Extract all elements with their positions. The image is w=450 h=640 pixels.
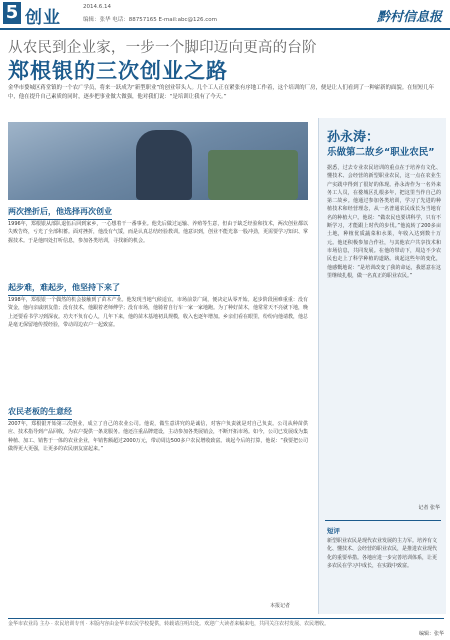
section-name: 创业 — [25, 8, 61, 28]
editor-contact: 编辑：张华 电话：88757165 E-mail:abc@126.com — [83, 17, 217, 23]
issue-date: 2014.6.14 — [83, 4, 111, 10]
article-subhead: 从农民到企业家，一步一个脚印迈向更高的台阶 — [8, 40, 317, 56]
masthead — [0, 0, 450, 30]
photo-plants — [208, 150, 298, 200]
sidebar-body: 据悉，过去专业农民培训的重点在于培养有文化、懂技术、会经营的新型职业农民，这一点在农业生产实践中得到了很好的体现。孙永涛作为一名外来务工人员，在婺城区扎根多年，把这里当作自己的第二故乡。他通过参加各类培训，学习了先进的种植技术和经营理念，从一名普通农民成长为当地有名的种植大户。他说：“做农民也要讲科学，只有不断学习，才能跟上时代的步伐。”他流转了200多亩土地，种植优质蔬菜和水果，年收入达到数十万元。他还积极参加合作社，与其他农户共享技术和市场信息，共同发展。在他的带动下，周边不少农民也走上了科学种植的道路。谈起这些年的变化，他感慨地说：“是培训改变了我的命运，我愿意在这里继续扎根，做一名真正的职业农民。” — [327, 165, 441, 279]
section-1-body: 1996年，郑根银从部队退伍后回到家乡，一心想着干一番事业。他先后做过运输、养殖等生意，但由于缺乏经验和技术，两次创业都以失败告终，亏光了全部积蓄。面对挫折，他没有气馁，而是认真总结经验教训。他意识到，创业不能光靠一股冲劲，更需要学习知识、掌握技术。于是他四处打听信息，参加各类培训，寻找新的机会。 — [8, 221, 308, 244]
section-number: 5 — [3, 2, 21, 24]
article-photo — [8, 122, 308, 200]
sidebar-signature: 记者 张华 — [418, 505, 440, 511]
sidebar-subtitle: 乐做第二故乡“职业农民” — [327, 147, 435, 158]
section-1-title: 两次挫折后，他选择再次创业 — [8, 206, 112, 220]
article-signature: 本报记者 — [270, 603, 291, 609]
sidebar-title: 孙永涛： — [327, 130, 380, 145]
article-headline: 郑根银的三次创业之路 — [8, 59, 228, 83]
paper-name: 黔村信息报 — [376, 10, 442, 25]
article-lead: 金华市婺城区蒋堂镇的一个农广学员，将来一跃成为“新型职业”的创业带头人。几个工人正在紧张有序地工作着，这个培训的厂房，便是让人们看到了一种崭新的面貌。在短短几年中，他在提升自己素质的同时，逐步把事业做大做强，他对我们说：“是培训让我有了今天。” — [8, 85, 435, 100]
page-footer: 金华市农业局 主办 · 农民培训专刊 · 本版内容由金华市农民学校提供，转载请注明出处。欢迎广大读者来稿来电，共同关注农村发展、农民增收。 — [8, 618, 444, 629]
section-2-body: 1998年，郑根银一个偶然的机会接触到了苗木产业。他发现当地气候适宜，市场前景广阔，便决定从零开始。起步阶段困难重重：没有资金，他向亲戚朋友借；没有技术，他跟着老师傅学；没有市场，他骑着自行车一家一家地跑。为了种好苗木，他常常天不亮就下地，晚上还要看书学习到深夜。功夫不负有心人，几年下来，他的苗木基地初具规模，收入也逐年增加。乡亲们看在眼里，纷纷向他请教，他总是毫无保留地传授经验，带动周边农户一起致富。 — [8, 297, 308, 328]
sidebar-profile — [318, 118, 446, 614]
commentary-body: 新型职业农民是现代农业发展的主力军。培养有文化、懂技术、会经营的职业农民，是推进农业现代化的重要举措。各地应进一步完善培训体系，让更多农民在学习中成长，在实践中致富。 — [327, 538, 438, 569]
section-2-title: 起步难，难起步，他坚持下来了 — [8, 282, 120, 296]
photo-person — [136, 130, 192, 200]
section-3-body: 2007年，郑根银开始第三次创业，成立了自己的农业公司。他说，做生意讲究的是诚信，对客户负责就是对自己负责。公司从种苗供应、技术指导到产品回收，为农户提供一条龙服务。他还注重品牌建设，主动参加各类展销会，不断开拓市场。如今，公司已发展成为集种植、加工、销售于一体的农业企业，年销售额超过2000万元，带动周边500多户农民增收致富。谈起今后的打算，他说：“我要把公司做得更大更强，让更多的农民朋友富起来。” — [8, 421, 308, 452]
footer-editor: 编辑：张华 — [418, 631, 444, 637]
section-3-title: 农民老板的生意经 — [8, 406, 72, 420]
commentary-box — [325, 520, 441, 608]
commentary-title: 短评 — [327, 527, 340, 535]
